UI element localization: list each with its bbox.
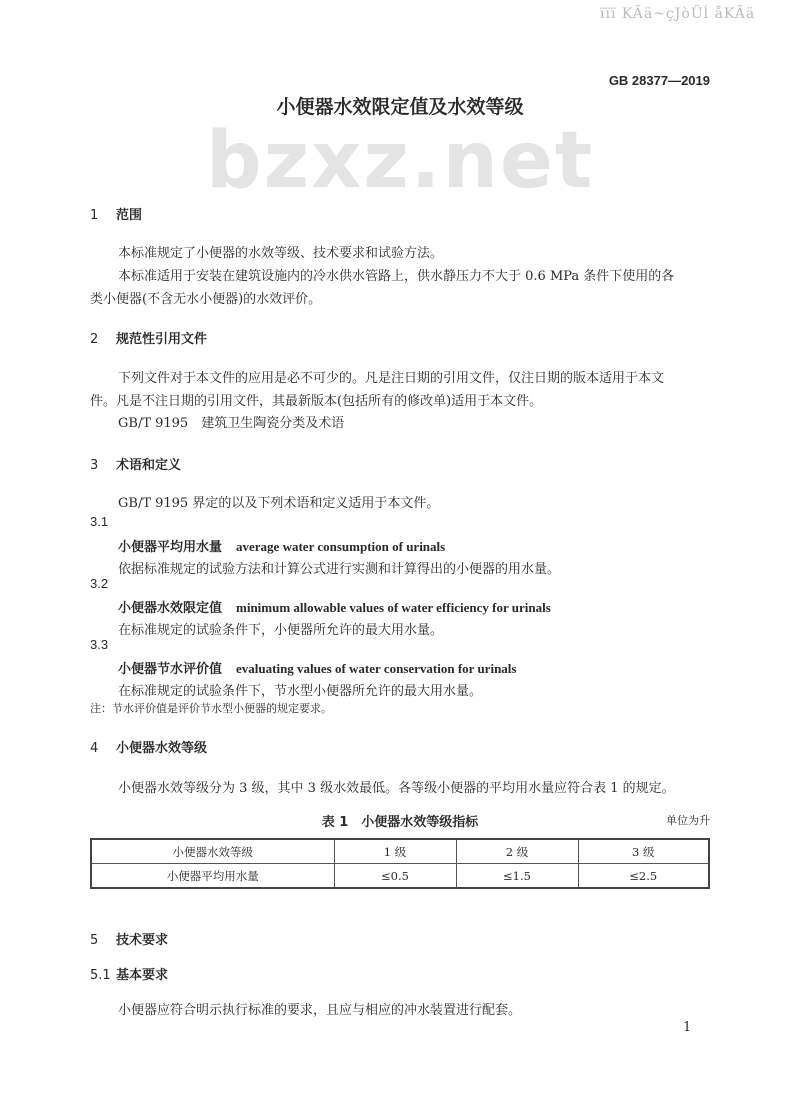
note: 注：节水评价值是评价节水型小便器的规定要求。 <box>90 702 332 715</box>
table-cell: 2 级 <box>456 839 578 864</box>
document-title: 小便器水效限定值及水效等级 <box>276 96 524 118</box>
section-number: 2 <box>90 332 99 347</box>
section-number: 3 <box>90 458 99 473</box>
section-title: 术语和定义 <box>116 458 182 473</box>
section-title: 规范性引用文件 <box>116 332 208 347</box>
table-unit: 单位为升 <box>666 814 710 827</box>
term-title <box>118 597 551 616</box>
term-title <box>118 536 445 555</box>
table-caption: 表 1 小便器水效等级指标 <box>321 815 479 830</box>
section-title: 小便器水效等级 <box>116 741 208 756</box>
term-zh: 小便器平均用水量 <box>118 540 223 555</box>
term-definition: 依据标准规定的试验方法和计算公式进行实测和计算得出的小便器的用水量。 <box>118 562 561 577</box>
paragraph: 本标准适用于安装在建筑设施内的冷水供水管路上，供水静压力不大于 0.6 MPa 条件下使用的各 <box>118 269 675 284</box>
section-number: 5.1 <box>90 968 111 983</box>
term-zh: 小便器水效限定值 <box>118 601 223 616</box>
table-row <box>91 839 709 864</box>
table-cell: 1 级 <box>334 839 456 864</box>
paragraph: 类小便器(不含无水小便器)的水效评价。 <box>90 292 322 307</box>
term-definition: 在标准规定的试验条件下，节水型小便器所允许的最大用水量。 <box>118 684 483 699</box>
reference: GB/T 9195 建筑卫生陶瓷分类及术语 <box>118 416 345 431</box>
table-cell: ≤1.5 <box>456 864 578 889</box>
term-title <box>118 658 516 677</box>
section-number: 4 <box>90 741 99 756</box>
paragraph: 小便器应符合明示执行标准的要求，且应与相应的冲水装置进行配套。 <box>118 1003 522 1018</box>
section-2-heading <box>90 328 207 347</box>
paragraph: GB/T 9195 界定的以及下列术语和定义适用于本文件。 <box>118 496 440 511</box>
term-definition: 在标准规定的试验条件下，小便器所允许的最大用水量。 <box>118 623 444 638</box>
section-5-1-heading <box>90 964 168 983</box>
paragraph: 下列文件对于本文件的应用是必不可少的。凡是注日期的引用文件，仅注日期的版本适用于本文 <box>118 371 665 386</box>
table-cell: 3 级 <box>578 839 709 864</box>
table-cell: ≤0.5 <box>334 864 456 889</box>
term-en: evaluating values of water conservation for urinals <box>236 661 517 676</box>
header-garbled-text: ïïï KÃä~çJòÜĺ åKÃä <box>600 6 756 22</box>
watermark: bzxz.net <box>205 116 595 206</box>
term-en: average water consumption of urinals <box>236 539 446 554</box>
table-cell: 小便器水效等级 <box>91 839 334 864</box>
section-title: 技术要求 <box>116 933 169 948</box>
standard-number: GB 28377—2019 <box>608 73 710 88</box>
table-row <box>91 864 709 889</box>
water-efficiency-table <box>90 838 710 889</box>
section-number: 5 <box>90 933 99 948</box>
section-title: 范围 <box>116 208 143 223</box>
term-en: minimum allowable values of water efficiency for urinals <box>236 600 551 615</box>
section-1-heading <box>90 204 142 223</box>
table-cell: 小便器平均用水量 <box>91 864 334 889</box>
term-zh: 小便器节水评价值 <box>118 662 223 677</box>
term-number: 3.1 <box>90 514 109 529</box>
section-number: 1 <box>90 208 99 223</box>
section-3-heading <box>90 454 181 473</box>
section-5-heading <box>90 929 168 948</box>
page-number: 1 <box>683 1020 692 1035</box>
section-title: 基本要求 <box>116 968 169 983</box>
paragraph: 小便器水效等级分为 3 级，其中 3 级水效最低。各等级小便器的平均用水量应符合表 1 的规定。 <box>118 781 675 796</box>
paragraph: 本标准规定了小便器的水效等级、技术要求和试验方法。 <box>118 246 444 261</box>
section-4-heading <box>90 737 207 756</box>
term-number: 3.3 <box>90 637 109 652</box>
table-cell: ≤2.5 <box>578 864 709 889</box>
term-number: 3.2 <box>90 576 109 591</box>
paragraph: 件。凡是不注日期的引用文件，其最新版本(包括所有的修改单)适用于本文件。 <box>90 394 543 409</box>
